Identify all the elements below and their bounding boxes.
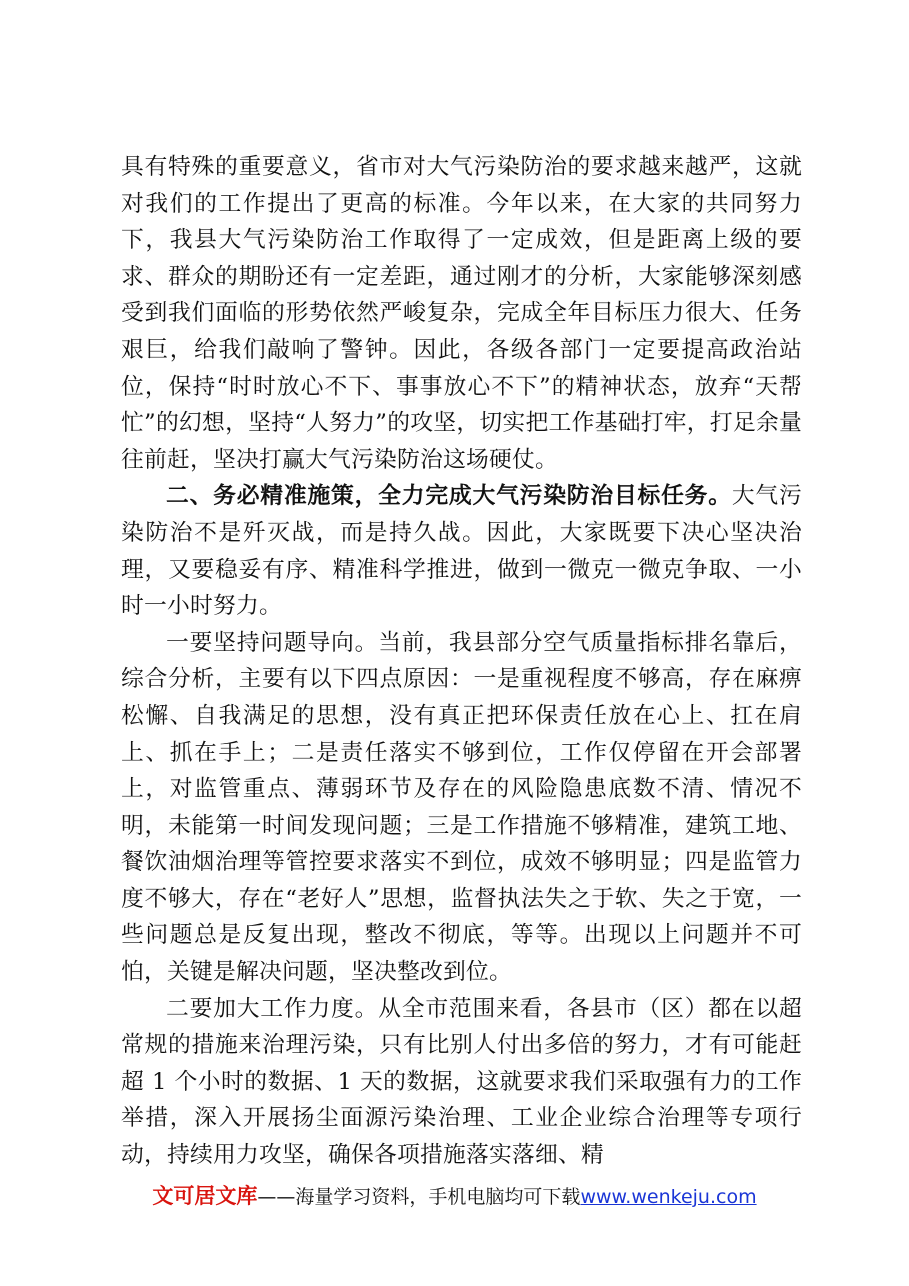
paragraph-1 <box>121 149 802 478</box>
paragraph-1-text: 具有特殊的重要意义，省市对大气污染防治的要求越来越严，这就对我们的工作提出了更高的标准。今年以来，在大家的共同努力下，我县大气污染防治工作取得了一定成效，但是距离上级的要求、群众的期盼还有一定差距，通过刚才的分析，大家能够深刻感受到我们面临的形势依然严峻复杂，完成全年目标压力很大、任务艰巨，给我们敲响了警钟。因此，各级各部门一定要提高政治站位，保持“时时放心不下、事事放心不下”的精神状态，放弃“天帮忙”的幻想，坚持“人努力”的攻坚，切实把工作基础打牢，打足余量往前赶，坚决打赢大气污染防治这场硬仗。 <box>121 154 802 473</box>
footer-brand: 文可居文库 <box>152 1184 258 1208</box>
footer-banner <box>0 1181 909 1212</box>
paragraph-3 <box>121 625 802 991</box>
paragraph-3-text: 一要坚持问题导向。当前，我县部分空气质量指标排名靠后，综合分析，主要有以下四点原因：一是重视程度不够高，存在麻痹松懈、自我满足的思想，没有真正把环保责任放在心上、扛在肩上、抓在手上；二是责任落实不够到位，工作仅停留在开会部署上，对监管重点、薄弱环节及存在的风险隐患底数不清、情况不明，未能第一时间发现问题；三是工作措施不够精准，建筑工地、餐饮油烟治理等管控要求落实不到位，成效不够明显；四是监管力度不够大，存在“老好人”思想，监督执法失之于软、失之于宽，一些问题总是反复出现，整改不彻底，等等。出现以上问题并不可怕，关键是解决问题，坚决整改到位。 <box>121 629 802 986</box>
paragraph-4-text: 二要加大工作力度。从全市范围来看，各县市（区）都在以超常规的措施来治理污染，只有比别人付出多倍的努力，才有可能赶超 1 个小时的数据、1 天的数据，这就要求我们采取强有力的工作举措，深入开展扬尘面源污染治理、工业企业综合治理等专项行动，持续用力攻坚，确保各项措施落实落细、精 <box>121 995 802 1169</box>
section-heading: 二、务必精准施策，全力完成大气污染防治目标任务。 <box>166 483 732 510</box>
paragraph-4 <box>121 991 802 1174</box>
paragraph-2 <box>121 478 802 624</box>
document-body <box>121 149 802 1174</box>
footer-url-link[interactable]: www.wenkeju.com <box>580 1186 757 1208</box>
paragraph-2-text: 大气污染防治不是歼灭战，而是持久战。因此，大家既要下决心坚决治理，又要稳妥有序、精准科学推进，做到一微克一微克争取、一小时一小时努力。 <box>121 483 802 620</box>
footer-tagline: ——海量学习资料，手机电脑均可下载 <box>257 1186 581 1208</box>
